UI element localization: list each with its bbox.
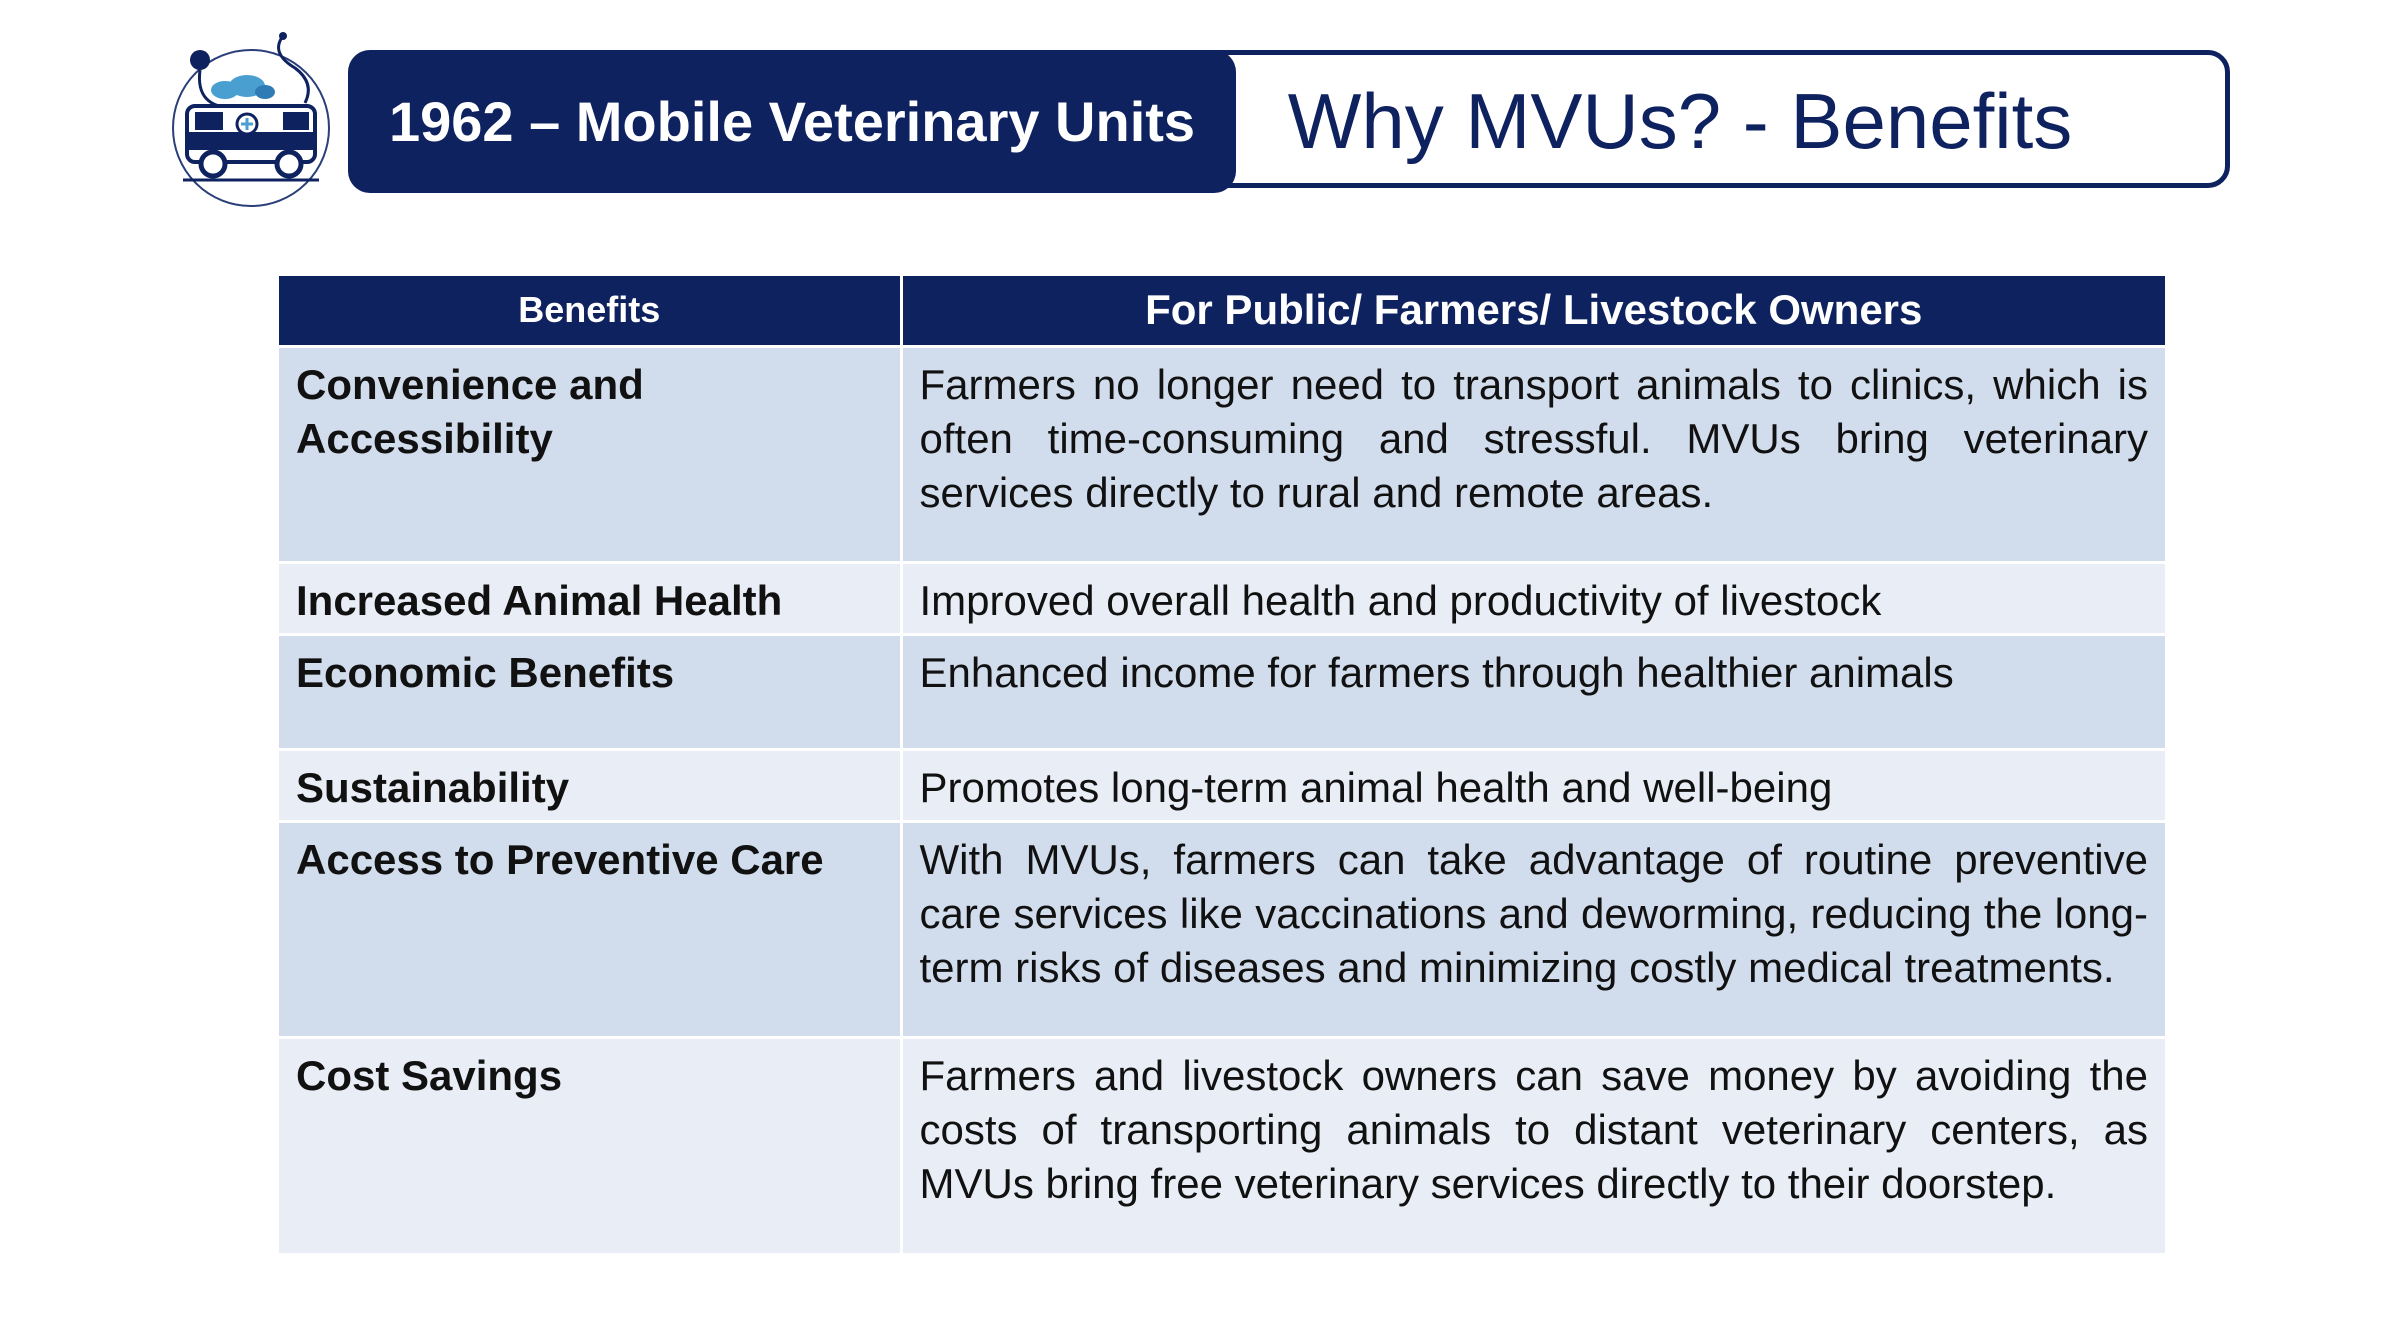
benefits-table bbox=[279, 276, 2165, 1253]
table-row bbox=[279, 821, 2165, 1037]
page-title: Why MVUs? - Benefits bbox=[1287, 77, 2073, 165]
benefit-name: Sustainability bbox=[279, 749, 901, 821]
table-row bbox=[279, 634, 2165, 749]
table-row bbox=[279, 346, 2165, 562]
table-row bbox=[279, 562, 2165, 634]
benefit-name: Increased Animal Health bbox=[279, 562, 901, 634]
table-header-row bbox=[279, 276, 2165, 346]
table-row bbox=[279, 749, 2165, 821]
column-header-audience: For Public/ Farmers/ Livestock Owners bbox=[901, 276, 2165, 346]
table-row bbox=[279, 1037, 2165, 1253]
benefit-name: Access to Preventive Care bbox=[279, 821, 901, 1037]
benefit-description: Enhanced income for farmers through healthier animals bbox=[901, 634, 2165, 749]
benefit-description: Improved overall health and productivity of livestock bbox=[901, 562, 2165, 634]
benefit-name: Economic Benefits bbox=[279, 634, 901, 749]
benefit-name: Cost Savings bbox=[279, 1037, 901, 1253]
benefit-description: Farmers no longer need to transport animals to clinics, which is often time-consuming and stressful. MVUs bring veterinary services directly to rural and remote areas. bbox=[901, 346, 2165, 562]
benefit-name: Convenience and Accessibility bbox=[279, 346, 901, 562]
benefit-description: Farmers and livestock owners can save money by avoiding the costs of transporting animals to distant veterinary centers, as MVUs bring free veterinary services directly to their doorstep. bbox=[901, 1037, 2165, 1253]
column-header-benefits: Benefits bbox=[279, 276, 901, 346]
app-title: 1962 – Mobile Veterinary Units bbox=[348, 50, 1236, 193]
benefit-description: Promotes long-term animal health and well-being bbox=[901, 749, 2165, 821]
ambulance-van-logo-icon bbox=[165, 28, 337, 210]
benefit-description: With MVUs, farmers can take advantage of routine preventive care services like vaccinations and deworming, reducing the long-term risks of diseases and minimizing costly medical treatments. bbox=[901, 821, 2165, 1037]
